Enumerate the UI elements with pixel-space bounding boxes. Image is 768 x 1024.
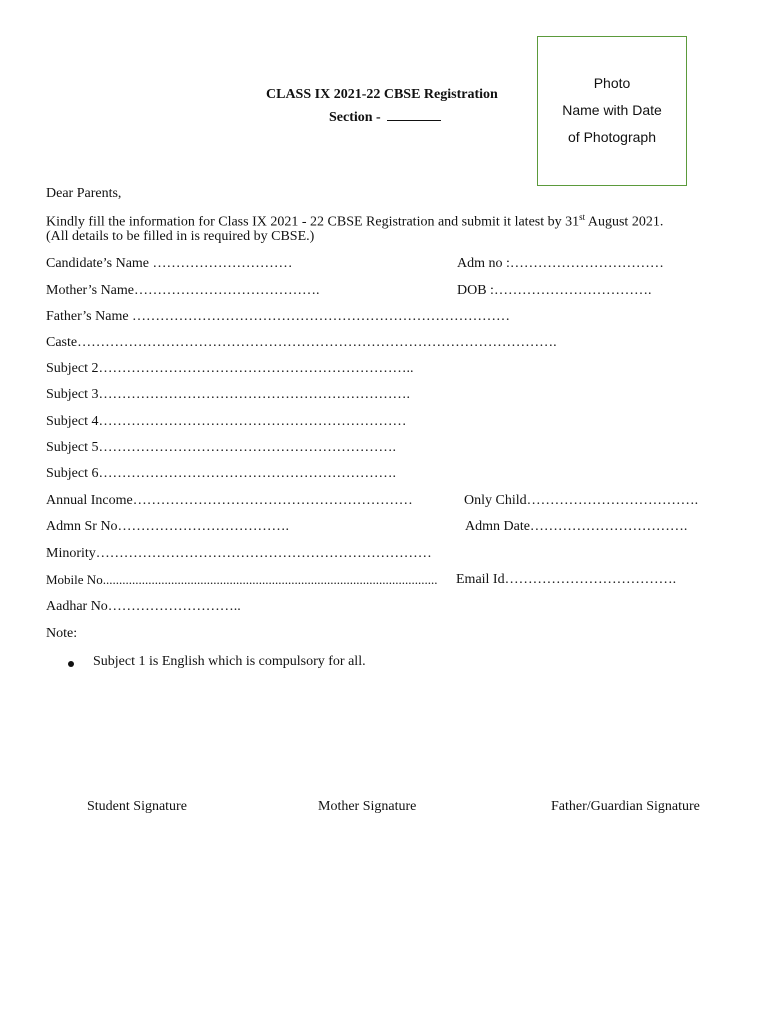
instruction-sup: st (579, 212, 586, 222)
subject-4-field[interactable]: Subject 4………………………………………………………… (46, 414, 407, 429)
section-label: Section - (329, 110, 381, 125)
father-guardian-signature-label: Father/Guardian Signature (551, 799, 700, 814)
mother-signature-label: Mother Signature (318, 799, 417, 814)
student-signature-label: Student Signature (87, 799, 187, 814)
admn-sr-no-field[interactable]: Admn Sr No………………………………. (46, 519, 290, 534)
note-label: Note: (46, 626, 78, 641)
subject-3-field[interactable]: Subject 3…………………………………………………………. (46, 387, 410, 402)
page-title: CLASS IX 2021-22 CBSE Registration (266, 87, 498, 102)
mobile-no-field[interactable]: Mobile No....................................................................................................... (46, 572, 438, 587)
aadhar-no-field[interactable]: Aadhar No……………………….. (46, 599, 241, 614)
dob-field[interactable]: DOB :……………………………. (457, 283, 652, 298)
bullet-icon (68, 661, 74, 667)
photo-name-date-label: Name with Date (562, 102, 662, 118)
note-item: Subject 1 is English which is compulsory for all. (93, 654, 366, 669)
caste-field[interactable]: Caste…………………………………………………………………………………………. (46, 335, 557, 350)
instruction-date-text: August 2021. (585, 214, 664, 230)
photo-of-photograph-label: of Photograph (568, 129, 656, 145)
email-id-field[interactable]: Email Id………………………………. (456, 572, 677, 587)
section-field (329, 108, 441, 126)
father-name-field[interactable]: Father’s Name ……………………………………………………………………… (46, 309, 511, 324)
photo-label: Photo (593, 75, 631, 91)
subject-6-field[interactable]: Subject 6………………………………………………………. (46, 466, 396, 481)
subject-2-field[interactable]: Subject 2………………………………………………………….. (46, 361, 414, 376)
adm-no-field[interactable]: Adm no :…………………………… (457, 256, 664, 271)
section-blank-line (387, 108, 441, 121)
greeting: Dear Parents, (46, 186, 122, 201)
candidate-name-field[interactable]: Candidate’s Name ………………………… (46, 256, 293, 271)
mother-name-field[interactable]: Mother’s Name…………………………………. (46, 283, 320, 298)
instruction-line-1 (46, 212, 663, 231)
minority-field[interactable]: Minority……………………………………………………………… (46, 546, 432, 561)
annual-income-field[interactable]: Annual Income…………………………………………………… (46, 493, 413, 508)
only-child-field[interactable]: Only Child………………………………. (464, 493, 699, 508)
subject-5-field[interactable]: Subject 5………………………………………………………. (46, 440, 396, 455)
instruction-text: Kindly fill the information for Class IX 2021 - 22 CBSE Registration and submit it latest by 31 (46, 214, 580, 230)
instruction-line-2: (All details to be filled in is required by CBSE.) (46, 229, 315, 244)
admn-date-field[interactable]: Admn Date……………………………. (465, 519, 688, 534)
photo-box (537, 36, 687, 186)
